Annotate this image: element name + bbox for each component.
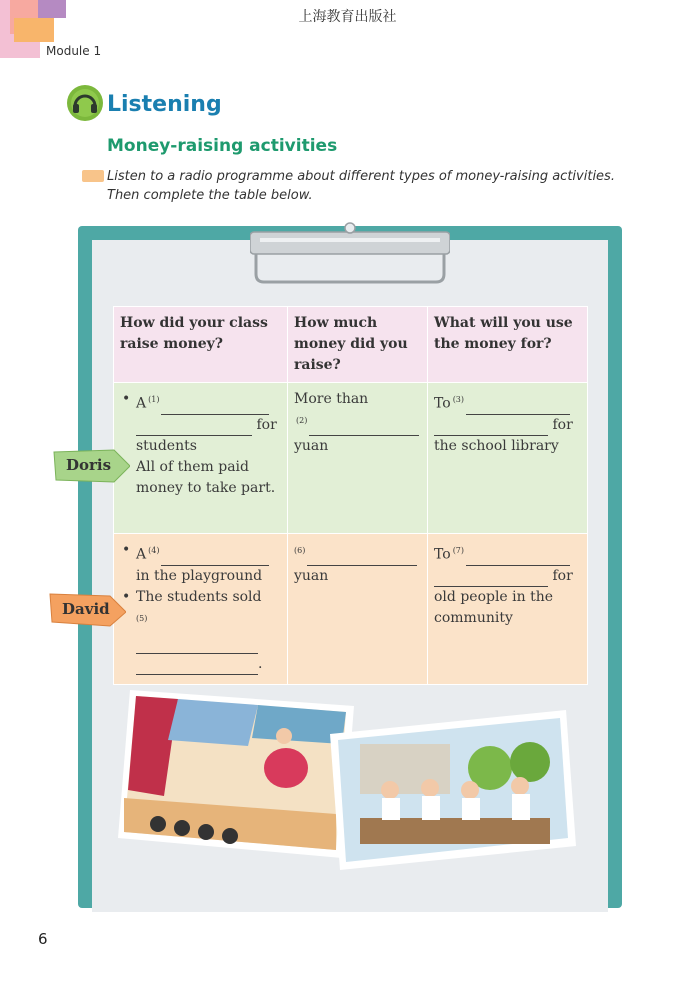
- text: for: [552, 416, 573, 433]
- text: students: [136, 437, 197, 454]
- answer-blank-5-continued[interactable]: [136, 660, 258, 675]
- david-method-cell: [114, 534, 288, 685]
- section-title: Listening: [107, 92, 222, 117]
- blank-number: (3): [452, 395, 465, 404]
- answer-blank-4[interactable]: [161, 551, 269, 566]
- illustration-book-sale: [330, 710, 576, 870]
- blank-number: (5): [136, 613, 148, 623]
- answer-blank-7[interactable]: [466, 551, 570, 566]
- speaker-name: Doris: [66, 456, 112, 474]
- speaker-tag-doris: [52, 448, 130, 484]
- text: in the playground: [136, 567, 263, 584]
- speaker-tag-david: [48, 592, 126, 628]
- david-amount-cell: [288, 534, 428, 685]
- clipboard-clip: [250, 222, 450, 290]
- table-header-row: [114, 307, 588, 383]
- table-row-doris: [114, 383, 588, 534]
- text: A: [136, 546, 147, 563]
- text: yuan: [294, 567, 329, 584]
- list-item: [120, 587, 281, 676]
- column-header: How much money did you raise?: [288, 307, 428, 383]
- doris-amount-cell: [288, 383, 428, 534]
- answer-blank-3[interactable]: [466, 400, 570, 415]
- instructions-text: Listen to a radio programme about different types of money-raising activities. Then complete the table below.: [107, 169, 615, 203]
- answer-blank-5[interactable]: [136, 639, 258, 654]
- list-item: [120, 389, 281, 457]
- activity-title: Money-raising activities: [107, 136, 338, 156]
- text: yuan: [294, 437, 329, 454]
- list-item: [120, 540, 281, 587]
- answer-blank-2[interactable]: [309, 421, 419, 436]
- answer-blank-1[interactable]: [161, 400, 269, 415]
- text: More than: [294, 391, 369, 407]
- david-use-cell: [428, 534, 588, 685]
- doris-method-cell: [114, 383, 288, 534]
- publisher-name: 上海教育出版社: [298, 9, 397, 25]
- text: A: [136, 395, 147, 412]
- text: old people in the community: [434, 588, 554, 626]
- text: To: [434, 395, 451, 412]
- blank-number: (4): [148, 546, 160, 555]
- column-header: How did your class raise money?: [114, 307, 288, 383]
- column-header: What will you use the money for?: [428, 307, 588, 383]
- page-number: 6: [38, 930, 48, 948]
- instruction-marker: [82, 170, 104, 182]
- blank-number: (6): [294, 546, 306, 555]
- module-label: Module 1: [46, 44, 102, 58]
- blank-number: (7): [452, 546, 465, 555]
- illustration-dance-show: [118, 686, 354, 858]
- text: • The students sold: [136, 588, 262, 605]
- text: To: [434, 546, 451, 563]
- answer-blank-7-continued[interactable]: [434, 572, 548, 587]
- text: for: [552, 567, 573, 584]
- table-row-david: [114, 534, 588, 685]
- answer-blank-3-continued[interactable]: [434, 421, 548, 436]
- text: .: [258, 656, 263, 673]
- blank-number: (2): [296, 416, 308, 425]
- doris-use-cell: [428, 383, 588, 534]
- list-item: • All of them paid money to take part.: [120, 457, 281, 499]
- speaker-name: David: [62, 600, 110, 618]
- answer-blank-1-continued[interactable]: [136, 421, 252, 436]
- text: for: [256, 416, 277, 433]
- listening-table: [113, 306, 588, 685]
- blank-number: (1): [148, 395, 160, 404]
- answer-blank-6[interactable]: [307, 551, 417, 566]
- headphones-icon: [66, 84, 104, 122]
- text: the school library: [434, 437, 559, 454]
